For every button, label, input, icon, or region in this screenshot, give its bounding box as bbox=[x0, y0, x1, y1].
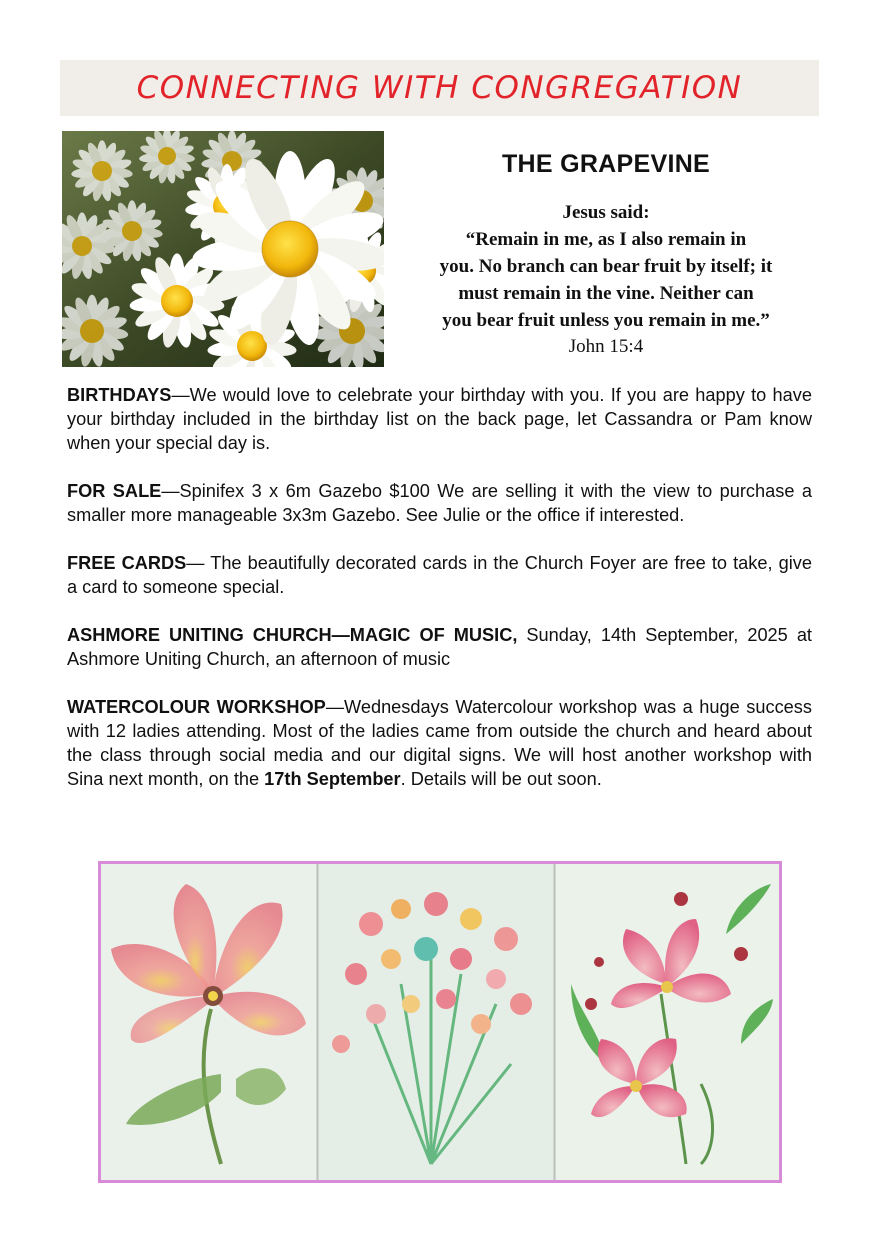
item-heading: FOR SALE bbox=[67, 481, 162, 501]
news-item-birthdays bbox=[67, 383, 812, 455]
item-tail: . Details will be out soon. bbox=[400, 769, 602, 789]
item-emphasis-date: 17th September bbox=[264, 769, 401, 789]
grapevine-title: THE GRAPEVINE bbox=[501, 150, 711, 178]
news-item-watercolour-workshop bbox=[67, 695, 812, 791]
verse-reference: John 15:4 bbox=[568, 336, 644, 357]
verse-line: “Remain in me, as I also remain in bbox=[465, 229, 747, 250]
item-body: Sunday, 14th September, 2025 at Ashmore Uniting Church, an afternoon of music bbox=[67, 625, 812, 669]
item-heading: WATERCOLOUR WORKSHOP bbox=[67, 697, 326, 717]
item-body: —We would love to celebrate your birthday with you. If you are happy to have your birthday included in the birthday list on the back page, let Cassandra or Pam know when your special day is. bbox=[67, 385, 812, 453]
daisy-photo bbox=[62, 131, 384, 367]
grapevine-box bbox=[396, 150, 816, 359]
news-items bbox=[67, 383, 812, 815]
verse-line: must remain in the vine. Neither can bbox=[458, 283, 754, 304]
watercolour-paintings-photo bbox=[98, 861, 782, 1183]
section-title: CONNECTING WITH CONGREGATION bbox=[136, 70, 743, 106]
news-item-for-sale bbox=[67, 479, 812, 527]
verse-line: you bear fruit unless you remain in me.” bbox=[442, 310, 770, 331]
item-heading: BIRTHDAYS bbox=[67, 385, 172, 405]
news-item-free-cards bbox=[67, 551, 812, 599]
section-banner bbox=[60, 60, 819, 116]
item-body: — The beautifully decorated cards in the Church Foyer are free to take, give a card to someone special. bbox=[67, 553, 812, 597]
item-body: —Spinifex 3 x 6m Gazebo $100 We are selling it with the view to purchase a smaller more manageable 3x3m Gazebo. See Julie or the office if interested. bbox=[67, 481, 812, 525]
item-heading: ASHMORE UNITING CHURCH—MAGIC OF MUSIC, bbox=[67, 625, 518, 645]
news-item-magic-of-music bbox=[67, 623, 812, 671]
verse-line: you. No branch can bear fruit by itself; it bbox=[439, 256, 773, 277]
item-body: —Wednesdays Watercolour workshop was a huge success with 12 ladies attending. Most of the ladies came from outside the church and heard about the class through social media and our digital signs. We will host another workshop with Sina next month, on the bbox=[67, 697, 812, 789]
verse-intro: Jesus said: bbox=[562, 202, 650, 223]
item-heading: FREE CARDS bbox=[67, 553, 187, 573]
